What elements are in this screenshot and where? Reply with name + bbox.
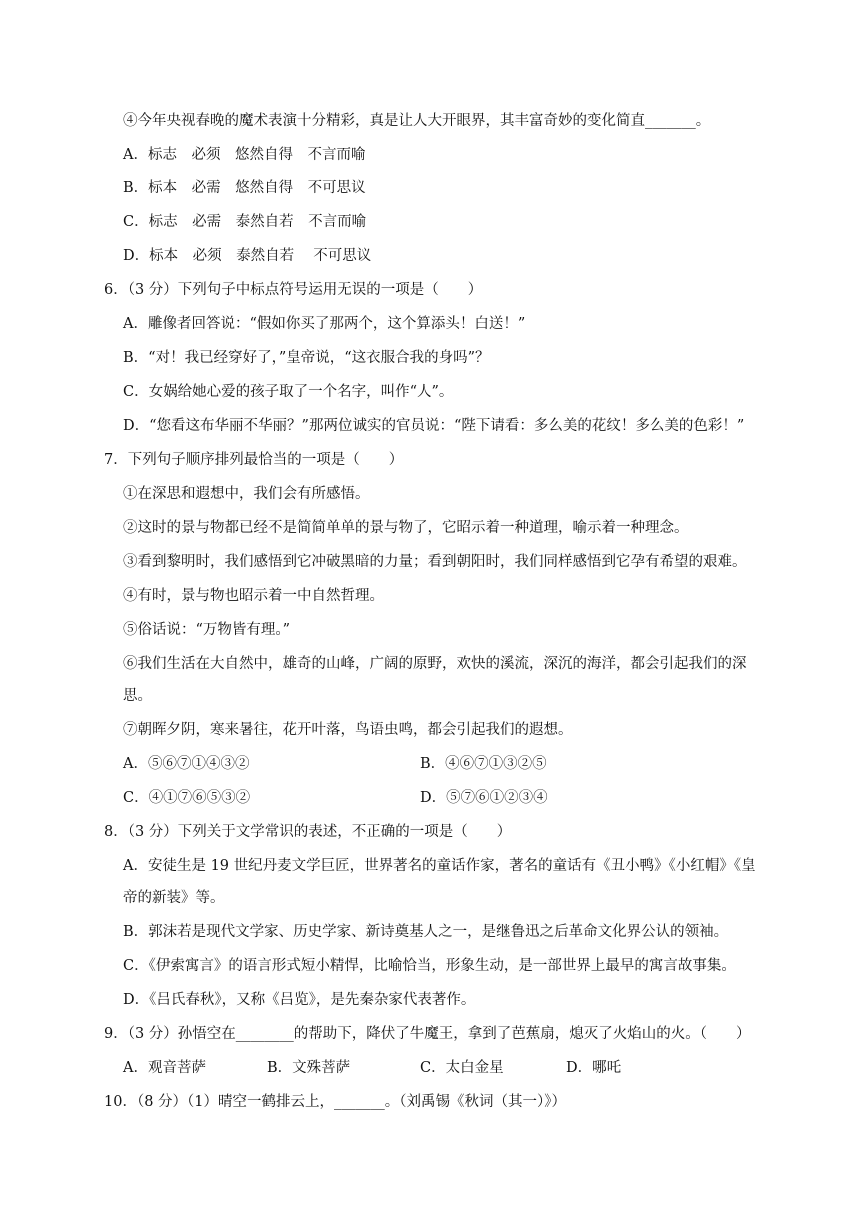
q8-option-b: B．郭沫若是现代文学家、历史学家、新诗奠基人之一，是继鲁迅之后革命文化界公认的领袖。 xyxy=(123,924,729,940)
q5-option-b: B．标本 必需 悠然自得 不可思议 xyxy=(123,180,366,196)
q7-sentence-6-cont: 思。 xyxy=(123,688,152,704)
q5-sentence-4: ④今年央视春晚的魔术表演十分精彩，真是让人大开眼界，其丰富奇妙的变化简直_______。 xyxy=(123,113,711,129)
q10-stem: 10．（8 分）（1）晴空一鹤排云上，_______。（刘禹锡《秋词（其一）》） xyxy=(104,1094,567,1110)
q6-option-c: C．女娲给她心爱的孩子取了一个名字，叫作“人”。 xyxy=(123,384,454,400)
q7-option-b: B．④⑥⑦①③②⑤ xyxy=(420,756,547,772)
q9-option-a: A．观音菩萨 xyxy=(123,1060,206,1076)
q7-sentence-4: ④有时，景与物也昭示着一中自然哲理。 xyxy=(123,588,384,604)
q5-option-c: C．标志 必需 泰然自若 不言而喻 xyxy=(123,214,367,230)
q7-stem: 7．下列句子顺序排列最恰当的一项是（ ） xyxy=(104,452,404,468)
q9-option-c: C．太白金星 xyxy=(420,1060,504,1076)
q6-option-d: D．“您看这布华丽不华丽？”那两位诚实的官员说：“陛下请看：多么美的花纹！多么美的色彩！” xyxy=(123,418,745,434)
q9-stem: 9．（3 分）孙悟空在________的帮助下，降伏了牛魔王，拿到了芭蕉扇，熄灭了火焰山的火。（ ） xyxy=(104,1026,751,1042)
q7-sentence-6: ⑥我们生活在大自然中，雄奇的山峰，广阔的原野，欢快的溪流，深沉的海洋，都会引起我们的深 xyxy=(123,656,747,672)
q9-option-d: D．哪吒 xyxy=(566,1060,622,1076)
q7-option-c: C．④①⑦⑥⑤③② xyxy=(123,790,251,806)
q6-option-a: A．雕像者回答说：“假如你买了那两个，这个算添头！白送！” xyxy=(123,316,526,332)
q5-option-d: D．标本 必须 泰然自若 不可思议 xyxy=(123,248,372,264)
q8-option-a: A．安徒生是 19 世纪丹麦文学巨匠，世界著名的童话作家，著名的童话有《丑小鸭》《小红帽》《皇 xyxy=(123,858,756,874)
q7-sentence-5: ⑤俗话说：“万物皆有理。” xyxy=(123,622,291,638)
q7-option-a: A．⑤⑥⑦①④③② xyxy=(123,756,250,772)
q7-sentence-3: ③看到黎明时，我们感悟到它冲破黑暗的力量；看到朝阳时，我们同样感悟到它孕有希望的艰难。 xyxy=(123,554,747,570)
q8-option-c: C．《伊索寓言》的语言形式短小精悍，比喻恰当，形象生动，是一部世界上最早的寓言故事集。 xyxy=(123,958,736,974)
q7-option-d: D．⑤⑦⑥①②③④ xyxy=(420,790,548,806)
q8-option-a-cont: 帝的新装》等。 xyxy=(123,890,225,906)
q7-sentence-2: ②这时的景与物都已经不是简简单单的景与物了，它昭示着一种道理，喻示着一种理念。 xyxy=(123,520,689,536)
q7-sentence-1: ①在深思和遐想中，我们会有所感悟。 xyxy=(123,486,370,502)
q9-option-b: B．文殊菩萨 xyxy=(267,1060,351,1076)
q8-stem: 8．（3 分）下列关于文学常识的表述，不正确的一项是（ ） xyxy=(104,824,512,840)
q6-stem: 6．（3 分）下列句子中标点符号运用无误的一项是（ ） xyxy=(104,282,483,298)
q5-option-a: A．标志 必须 悠然自得 不言而喻 xyxy=(123,147,366,163)
q8-option-d: D．《吕氏春秋》，又称《吕览》，是先秦杂家代表著作。 xyxy=(123,992,476,1008)
q7-sentence-7: ⑦朝晖夕阴，寒来暑往，花开叶落，鸟语虫鸣，都会引起我们的遐想。 xyxy=(123,722,573,738)
q6-option-b: B．“对！我已经穿好了，”皇帝说，“这衣服合我的身吗”？ xyxy=(123,350,490,366)
